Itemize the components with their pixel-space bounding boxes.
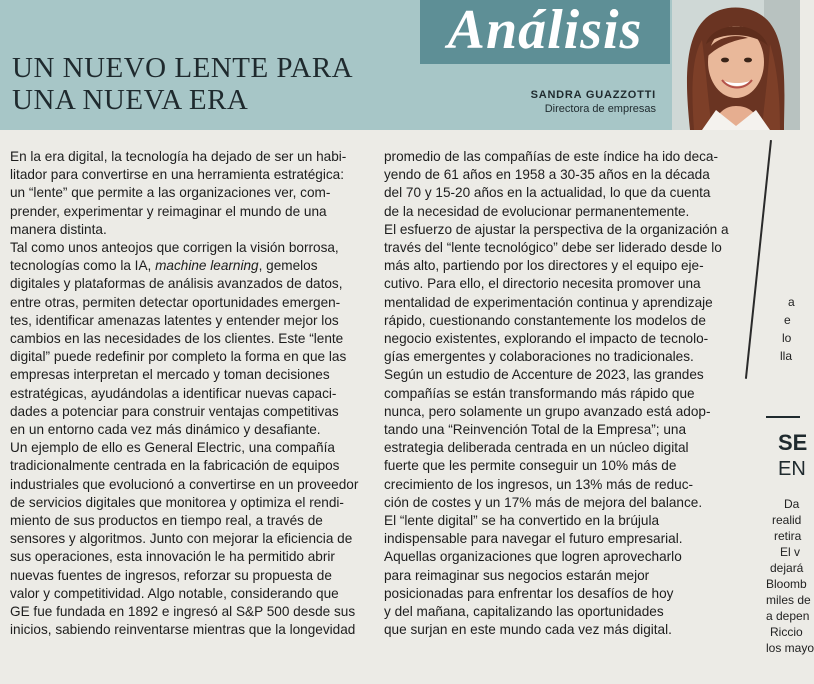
col2-line: Según un estudio de Accenture de 2023, las grandes — [384, 367, 704, 383]
col1-italic-term: machine learning — [155, 258, 259, 274]
sidebar-heading: SE — [778, 430, 808, 455]
col1-line: estratégicas, ayudándolas a identificar nuevas capaci- — [10, 385, 337, 401]
headline — [12, 52, 353, 116]
col1-line: industriales que evolucionó a convertirse en un proveedor — [10, 476, 359, 492]
col1-line: digitales y plataformas de análisis avanzados de datos, — [10, 276, 343, 292]
headline-line-1: UN NUEVO LENTE PARA — [12, 52, 354, 84]
col1-line: de servicios digitales que monitorea y optimiza el rendi- — [10, 494, 344, 510]
article-header — [0, 0, 800, 130]
col2-line: indispensable para navegar el futuro empresarial. — [384, 531, 683, 547]
col1-line: digital” puede redefinir por completo la forma en que las — [10, 349, 347, 365]
col2-line: tando una “Reinvención Total de la Empresa”; una — [384, 422, 687, 438]
col1-text: , gemelos — [258, 258, 318, 274]
col1-line: litador para convertirse en una herramienta estratégica: — [10, 167, 344, 183]
col2-line: Aquellas organizaciones que logren aprovecharlo — [384, 549, 682, 565]
col2-line: del 70 y 15-20 años en la actualidad, lo que da cuenta — [384, 185, 711, 201]
sidebar-fragment: realid — [772, 513, 802, 527]
col1-line: dades a potenciar para construir ventajas competitivas — [10, 403, 339, 419]
sidebar-fragment: a — [788, 295, 795, 309]
sidebar-subheading: EN — [778, 458, 806, 480]
col1-line: valor y competitividad. Algo notable, considerando que — [10, 585, 339, 601]
col2-line: promedio de las compañías de este índice ha ido deca- — [384, 149, 719, 164]
section-kicker-label: Análisis — [447, 0, 643, 61]
sidebar-rule — [766, 416, 800, 418]
sidebar-fragment: dejará — [770, 561, 804, 575]
col2-line: El “lente digital” se ha convertido en la brújula — [384, 513, 660, 529]
col2-line: y del mañana, capitalizando las oportunidades — [384, 604, 664, 620]
column-2 — [384, 148, 744, 639]
sidebar-fragment: Da — [784, 497, 800, 511]
col2-line: ción de costes y un 17% más de mejora del balance. — [384, 494, 703, 510]
col2-line: fuerte que les permite conseguir un 10% más de — [384, 458, 677, 474]
col1-line: GE fue fundada en 1892 e ingresó al S&P 500 desde sus — [10, 604, 356, 620]
col1-line: en un entorno cada vez más dinámico y desafiante. — [10, 422, 321, 438]
col2-line: gías emergentes y colaboraciones no tradicionales. — [384, 349, 694, 365]
sidebar-fragment: a depen — [766, 609, 810, 623]
sidebar-fragment: Riccio — [770, 625, 803, 639]
col2-line: de la necesidad de evolucionar permanentemente. — [384, 203, 690, 219]
col2-line: posicionadas para enfrentar los desafíos de hoy — [384, 585, 674, 601]
sidebar-fragment: El v — [780, 545, 801, 559]
sidebar-fragment: e — [784, 313, 791, 327]
author-portrait-icon — [672, 0, 800, 130]
col1-line-mixed — [10, 257, 366, 275]
col1-line: empresas interpretan el mercado y toman decisiones — [10, 367, 330, 383]
col1-line: un “lente” que permite a las organizaciones ver, com- — [10, 185, 331, 201]
sidebar-fragment: miles de — [766, 593, 811, 607]
col1-line: tes, identificar amenazas latentes y entender mejor los — [10, 312, 339, 328]
col1-line: sus operaciones, esta innovación le ha permitido abrir — [10, 549, 335, 565]
col1-line: prender, experimentar y reimaginar el mundo de una — [10, 203, 327, 219]
headline-line-2: UNA NUEVA ERA — [12, 84, 249, 116]
section-kicker — [420, 0, 670, 64]
sidebar-fragment: Bloomb — [766, 577, 807, 591]
column-1 — [10, 148, 366, 639]
article-body — [6, 148, 760, 678]
sidebar-fragment: lo — [782, 331, 792, 345]
col2-line: más alto, partiendo por los directores y el equipo eje- — [384, 258, 704, 274]
col1-line: cambios en las necesidades de los clientes. Este “lente — [10, 331, 344, 347]
col1-line: inicios, sabiendo reinventarse mientras que la longevidad — [10, 622, 356, 638]
col2-line: que surjan en este mundo cada vez más digital. — [384, 622, 672, 638]
col2-line: estrategia deliberada centrada en un núcleo digital — [384, 440, 689, 456]
col2-line: cutivo. Para ello, el directorio necesita promover una — [384, 276, 701, 292]
col2-line: El esfuerzo de ajustar la perspectiva de la organización a — [384, 221, 729, 237]
sidebar-fragment: los mayo — [766, 641, 814, 655]
col2-line: yendo de 61 años en 1958 a 30-35 años en la década — [384, 167, 710, 183]
col2-line: crecimiento de los ingresos, un 13% más de reduc- — [384, 476, 694, 492]
col2-line: rápido, cuestionando constantemente los modelos de — [384, 312, 706, 328]
sidebar-fragment: lla — [780, 349, 793, 363]
col2-line: negocio existentes, explorando el impacto de tecnolo- — [384, 331, 709, 347]
col2-line: compañías se están transformando más rápido que — [384, 385, 695, 401]
col1-line: tradicionalmente centrada en la fabricación de equipos — [10, 458, 340, 474]
col2-line: mentalidad de experimentación continua y aprendizaje — [384, 294, 713, 310]
col1-line: Un ejemplo de ello es General Electric, una compañía — [10, 440, 335, 456]
col1-line: miento de sus productos en tiempo real, a través de — [10, 513, 323, 529]
byline — [531, 88, 656, 116]
col1-line: entre otras, permiten detectar oportunidades emergen- — [10, 294, 341, 310]
col1-line: Tal como unos anteojos que corrigen la visión borrosa, — [10, 240, 339, 256]
sidebar-fragment: retira — [774, 529, 802, 543]
col2-line: nunca, pero solamente un grupo avanzado está adop- — [384, 403, 711, 419]
col1-line: nuevas fuentes de ingresos, reforzar su propuesta de — [10, 567, 332, 583]
col2-line: través del “lente tecnológico” debe ser liderado desde lo — [384, 240, 722, 256]
col1-line: manera distinta. — [10, 221, 107, 237]
author-name: SANDRA GUAZZOTTI — [530, 89, 656, 101]
col1-line: sensores y algoritmos. Junto con mejorar la eficiencia de — [10, 531, 353, 547]
col2-line: para reimaginar sus negocios estarán mejor — [384, 567, 650, 583]
author-role: Directora de empresas — [544, 103, 656, 115]
adjacent-article-sliver — [766, 130, 814, 684]
col1-line: En la era digital, la tecnología ha dejado de ser un habi- — [10, 149, 347, 164]
col1-text: tecnologías como la IA, — [10, 258, 156, 274]
